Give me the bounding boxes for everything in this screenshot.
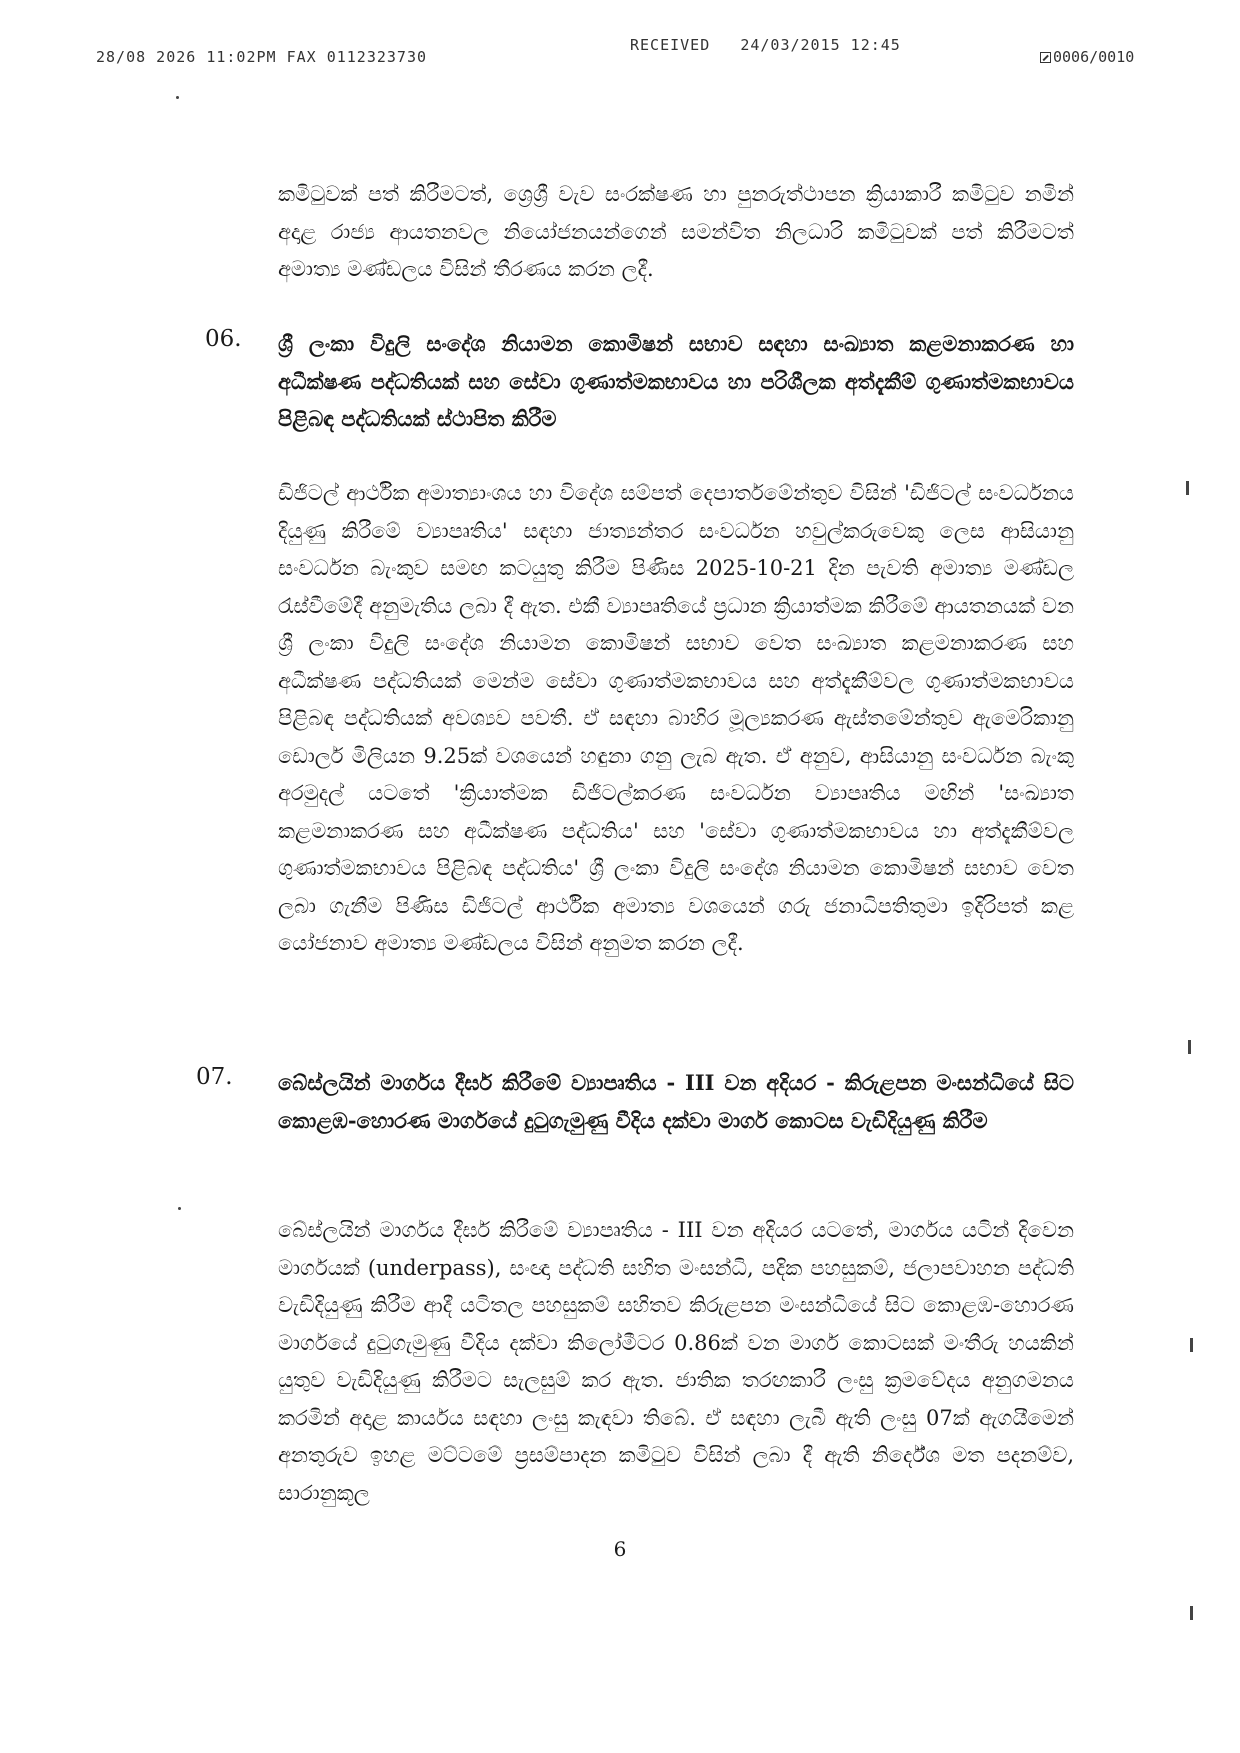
page-number: 6: [613, 1537, 627, 1561]
section-body: ඩිජිටල් ආර්ථික අමාත්‍යාංශය හා විදේශ සම්පත් දෙපාර්තමේන්තුව විසින් 'ඩිජිටල් සංවර්ධනය දියුණු කිරීමේ ව්‍යාපෘතිය' සඳහා ජාත්‍යන්තර සංවර්ධන හවුල්කරුවෙකු ලෙස ආසියානු සංවර්ධන බැංකුව සමඟ කටයුතු කිරීම පිණිස 2025-10-21 දින පැවති අමාත්‍ය මණ්ඩල රැස්වීමේදී අනුමැතිය ලබා දී ඇත. එකී ව්‍යාපෘතියේ ප්‍රධාන ක්‍රියාත්මක කිරීමේ ආයතනයක් වන ශ්‍රී ලංකා විදුලි සංදේශ නියාමන කොමිෂන් සභාව වෙත සංඛ්‍යාත කළමනාකරණ සහ අධීක්ෂණ පද්ධතියක් මෙන්ම සේවා ගුණාත්මකභාවය සහ අත්දැකීම්වල ගුණාත්මකභාවය පිළිබඳ පද්ධතියක් අවශ්‍යව පවතී. ඒ සඳහා බාහිර මූල්‍යකරණ ඇස්තමේන්තුව ඇමෙරිකානු ඩොලර් මිලියන 9.25ක් වශයෙන් හඳුනා ගනු ලැබ ඇත. ඒ අනුව, ආසියානු සංවර්ධන බැංකු අරමුදල් යටතේ 'ක්‍රියාත්මක ඩිජිටල්කරණ සංවර්ධන ව්‍යාපෘතිය මඟින් 'සංඛ්‍යාත කළමනාකරණ සහ අධීක්ෂණ පද්ධතිය' සහ 'සේවා ගුණාත්මකභාවය හා අත්දැකීම්වල ගුණාත්මකභාවය පිළිබඳ පද්ධතිය' ශ්‍රී ලංකා විදුලි සංදේශ නියාමන කොමිෂන් සභාව වෙත ලබා ගැනීම පිණිස ඩිජිටල් ආර්ථික අමාත්‍ය වශයෙන් ගරු ජනාධිපතිතුමා ඉදිරිපත් කළ යෝජනාව අමාත්‍ය මණ්ඩලය විසින් අනුමත කරන ලදී.: [278, 481, 1074, 955]
section-number: 07.: [196, 1064, 233, 1090]
section-06-body-block: [278, 475, 1074, 963]
section-07-heading-block: [278, 1064, 1074, 1139]
fax-page-code: [1040, 48, 1134, 66]
scan-speck: [178, 1207, 181, 1210]
received-datetime: 24/03/2015 12:45: [740, 36, 901, 54]
intro-paragraph-block: [278, 176, 1074, 289]
received-stamp: [630, 36, 901, 54]
scan-mark: [1188, 1040, 1191, 1054]
received-label: RECEIVED: [630, 36, 711, 54]
fax-header-line: 28/08 2026 11:02PM FAX 0112323730: [96, 48, 428, 66]
scan-mark: [1190, 1606, 1193, 1620]
section-heading: බේස්ලයින් මාර්ගය දීර්ඝ කිරීමේ ව්‍යාපෘතිය - III වන අදියර - කිරුළපන මංසන්ධියේ සිට කොළඹ-හොරණ මාර්ගයේ දුටුගැමුණු වීදිය දක්වා මාර්ග කොටස වැඩිදියුණු කිරීම: [278, 1070, 1074, 1133]
scan-mark: [1186, 481, 1189, 495]
section-heading: ශ්‍රී ලංකා විදුලි සංදේශ නියාමන කොමිෂන් සභාව සඳහා සංඛ්‍යාත කළමනාකරණ හා අධීක්ෂණ පද්ධතියක් සහ සේවා ගුණාත්මකභාවය හා පරිශීලක අත්දැකීම් ගුණාත්මකභාවය පිළිබඳ පද්ධතියක් ස්ථාපිත කිරීම: [278, 331, 1074, 431]
checkbox-mark-icon: [1040, 52, 1051, 63]
scan-speck: [176, 96, 179, 99]
section-07-body-block: [278, 1212, 1074, 1512]
scan-mark: [1190, 1338, 1193, 1352]
section-body: බේස්ලයින් මාර්ගය දීර්ඝ කිරීමේ ව්‍යාපෘතිය - III වන අදියර යටතේ, මාර්ගය යටින් දිවෙන මාර්ගයක් (underpass), සංඥා පද්ධති සහිත මංසන්ධි, පදික පහසුකම්, ජලාපවාහන පද්ධති වැඩිදියුණු කිරීම ආදී යටිතල පහසුකම් සහිතව කිරුළපන මංසන්ධියේ සිට කොළඹ-හොරණ මාර්ගයේ දුටුගැමුණු වීදිය දක්වා කිලෝමීටර 0.86ක් වන මාර්ග කොටසක් මංතීරු හයකින් යුතුව වැඩිදියුණු කිරීමට සැලසුම් කර ඇත. ජාතික තරඟකාරී ලංසු ක්‍රමවේදය අනුගමනය කරමින් අදාළ කාර්යය සඳහා ලංසු කැඳවා තිබේ. ඒ සඳහා ලැබී ඇති ලංසු 07ක් ඇගයීමෙන් අනතුරුව ඉහළ මට්ටමේ ප්‍රසම්පාදන කමිටුව විසින් ලබා දී ඇති නිර්දේශ මත පදනම්ව, සාරානුකූල: [278, 1218, 1074, 1505]
fax-page-code-text: 0006/0010: [1053, 48, 1135, 66]
intro-paragraph: කමිටුවක් පත් කිරීමටත්, ශ්‍රෙශ්‍රී වැව සංරක්ෂණ හා පුනරුත්ථාපන ක්‍රියාකාරී කමිටුව නමින් අදාළ රාජ්‍ය ආයතනවල නියෝජනයන්ගෙන් සමන්විත නිලධාරි කමිටුවක් පත් කිරීමටත් අමාත්‍ය මණ්ඩලය විසින් තීරණය කරන ලදී.: [278, 182, 1074, 281]
section-number: 06.: [205, 326, 242, 352]
section-06-heading-block: [278, 325, 1074, 438]
